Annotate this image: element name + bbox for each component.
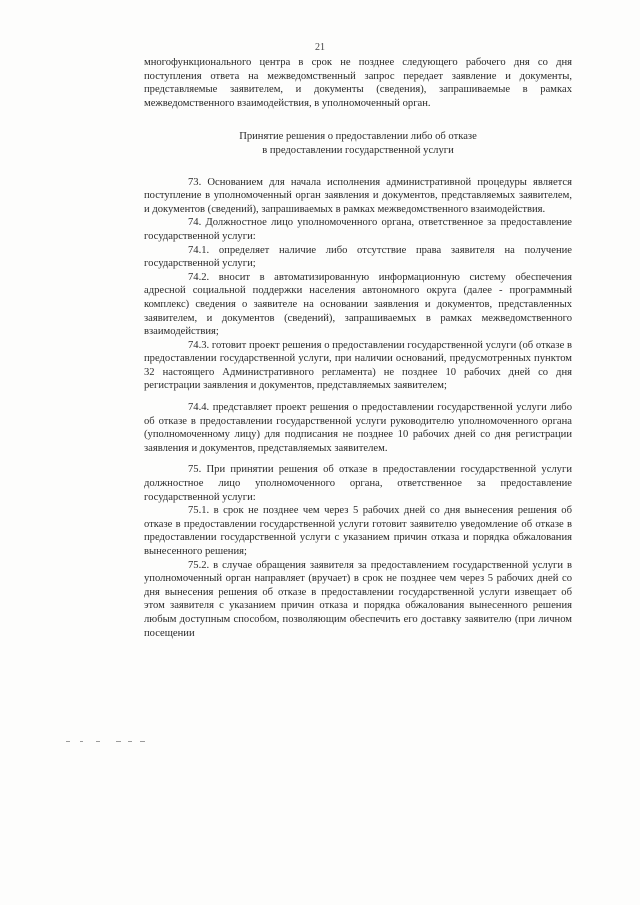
page-number: 21 <box>315 42 325 53</box>
paragraph-74-3: 74.3. готовит проект решения о предоставлении государственной услуги (об отказе в предоставлении государственной услуги, при наличии оснований, предусмотренных пунктом 32 настоящего Административного регламента) не позднее 10 рабочих дней со дня регистрации заявления и документов, представляемых заявителем; <box>144 339 572 392</box>
scan-artifact <box>66 741 156 747</box>
section-heading-line-1: Принятие решения о предоставлении либо об отказе <box>239 131 477 143</box>
paragraph-75: 75. При принятии решения об отказе в предоставлении государственной услуги должностное лицо уполномоченного органа, ответственное за предоставление государственной услуги: <box>144 464 572 503</box>
paragraph-73: 73. Основанием для начала исполнения административной процедуры является поступление в уполномоченный орган заявления и документов, представляемых заявителем, и документов (сведений), запрашиваемых в рамках межведомственного взаимодействия. <box>144 176 572 215</box>
paragraph-75-2: 75.2. в случае обращения заявителя за предоставлением государственной услуги в уполномоченный орган направляет (вручает) в срок не позднее чем через 5 рабочих дней со дня вынесения решения об отказе в предоставлении государственной услуги извещает об этом заявителя с указанием причин отказа и порядка обжалования вынесенного решения любым доступным способом, позволяющим обеспечить его доставку заявителю (при личном посещении <box>144 559 572 639</box>
paragraph-74: 74. Должностное лицо уполномоченного органа, ответственное за предоставление государственной услуги: <box>144 217 572 242</box>
paragraph-74-4: 74.4. представляет проект решения о предоставлении государственной услуги либо об отказе в предоставлении государственной услуги руководителю уполномоченного органа (уполномоченному лицу) для подписания не позднее 10 рабочих дней со дня регистрации заявления и документов, представляемых заявителем. <box>144 402 572 454</box>
document-body <box>144 56 572 640</box>
paragraph-gap <box>144 393 572 401</box>
intro-paragraph: многофункционального центра в срок не позднее следующего рабочего дня со дня поступления ответа на межведомственный запрос передает заявление и документы, представляемые заявителем, и документы (сведения), запрашиваемые в рамках межведомственного взаимодействия, в уполномоченный орган. <box>144 57 572 109</box>
section-heading-line-2: в предоставлении государственной услуги <box>262 144 454 156</box>
paragraph-74-2: 74.2. вносит в автоматизированную информационную систему обеспечения адресной социальной поддержки населения автономного округа (далее - программный комплекс) сведения о заявителе на основании заявления и документов, представленных заявителем, и документов (сведений), запрашиваемых в рамках межведомственного взаимодействия; <box>144 271 572 338</box>
paragraph-74-1: 74.1. определяет наличие либо отсутствие права заявителя на получение государственной услуги; <box>144 244 572 270</box>
paragraph-gap <box>144 455 572 463</box>
section-heading <box>144 130 572 157</box>
paragraph-75-1: 75.1. в срок не позднее чем через 5 рабочих дней со дня вынесения решения об отказе в предоставлении государственной услуги готовит заявителю уведомление об отказе в предоставлении государственной услуги с указанием причин отказа и порядка обжалования вынесенного решения; <box>144 505 572 557</box>
